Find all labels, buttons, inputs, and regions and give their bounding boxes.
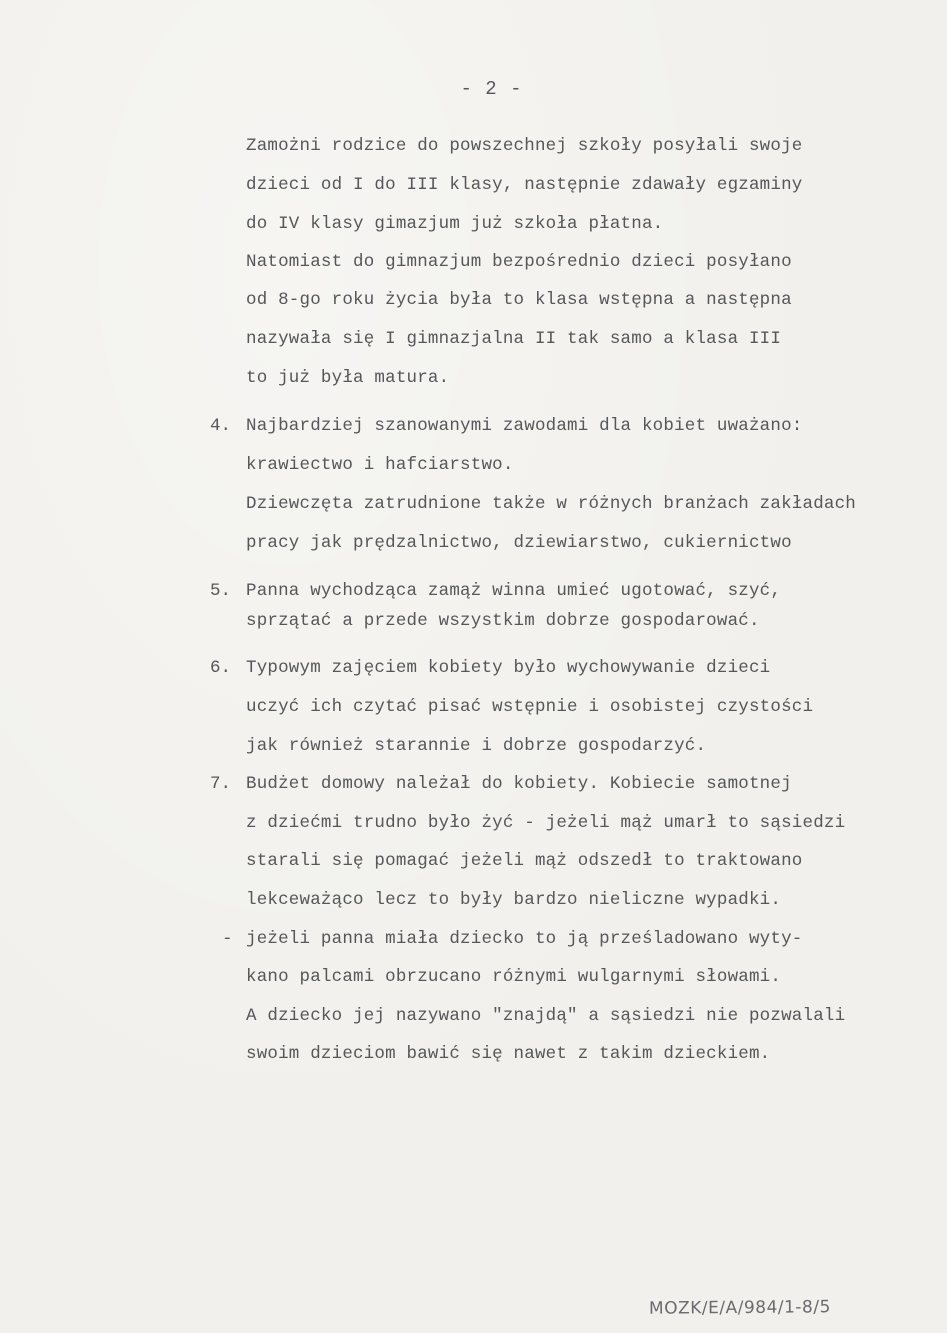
text-line: Panna wychodząca zamąż winna umieć ugotować, szyć, xyxy=(246,581,782,601)
page-number-text: - 2 - xyxy=(460,78,523,100)
text-line: dzieci od I do III klasy, następnie zdawały egzaminy xyxy=(246,175,803,195)
dash-marker: - xyxy=(222,929,233,949)
text-line: uczyć ich czytać pisać wstępnie i osobistej czystości xyxy=(246,697,814,717)
item-number: 7. xyxy=(210,774,232,794)
text-line: swoim dzieciom bawić się nawet z takim dzieckiem. xyxy=(246,1044,771,1064)
text-line: pracy jak prędzalnictwo, dziewiarstwo, cukiernictwo xyxy=(246,533,792,553)
text-line: od 8-go roku życia była to klasa wstępna a następna xyxy=(246,290,792,310)
text-line: sprzątać a przede wszystkim dobrze gospodarować. xyxy=(246,611,760,631)
item-number: 5. xyxy=(210,581,232,601)
archive-code: MOZK/E/A/984/1-8/5 xyxy=(648,1297,831,1319)
text-line: Dziewczęta zatrudnione także w różnych branżach zakładach xyxy=(246,494,856,514)
text-line: krawiectwo i hafciarstwo. xyxy=(246,455,514,475)
text-line: jeżeli panna miała dziecko to ją prześladowano wyty- xyxy=(246,929,803,949)
text-line: Najbardziej szanowanymi zawodami dla kobiet uważano: xyxy=(246,416,803,436)
text-line: lekceważąco lecz to były bardzo nieliczne wypadki. xyxy=(246,890,782,910)
text-line: Typowym zajęciem kobiety było wychowywanie dzieci xyxy=(246,658,771,678)
text-line: nazywała się I gimnazjalna II tak samo a klasa III xyxy=(246,329,782,349)
text-line: z dziećmi trudno było żyć - jeżeli mąż umarł to sąsiedzi xyxy=(246,813,846,833)
text-line: Zamożni rodzice do powszechnej szkoły posyłali swoje xyxy=(246,136,803,156)
item-number: 4. xyxy=(210,416,232,436)
text-line: Natomiast do gimnazjum bezpośrednio dzieci posyłano xyxy=(246,252,792,272)
page-number xyxy=(0,78,947,100)
text-line: Budżet domowy należał do kobiety. Kobiecie samotnej xyxy=(246,774,792,794)
text-line: to już była matura. xyxy=(246,368,450,388)
text-line: jak również starannie i dobrze gospodarzyć. xyxy=(246,736,707,756)
text-line: starali się pomagać jeżeli mąż odszedł to traktowano xyxy=(246,851,803,871)
text-line: kano palcami obrzucano różnymi wulgarnymi słowami. xyxy=(246,967,782,987)
item-number: 6. xyxy=(210,658,232,678)
text-line: A dziecko jej nazywano "znajdą" a sąsiedzi nie pozwalali xyxy=(246,1006,846,1026)
text-line: do IV klasy gimazjum już szkoła płatna. xyxy=(246,214,664,234)
